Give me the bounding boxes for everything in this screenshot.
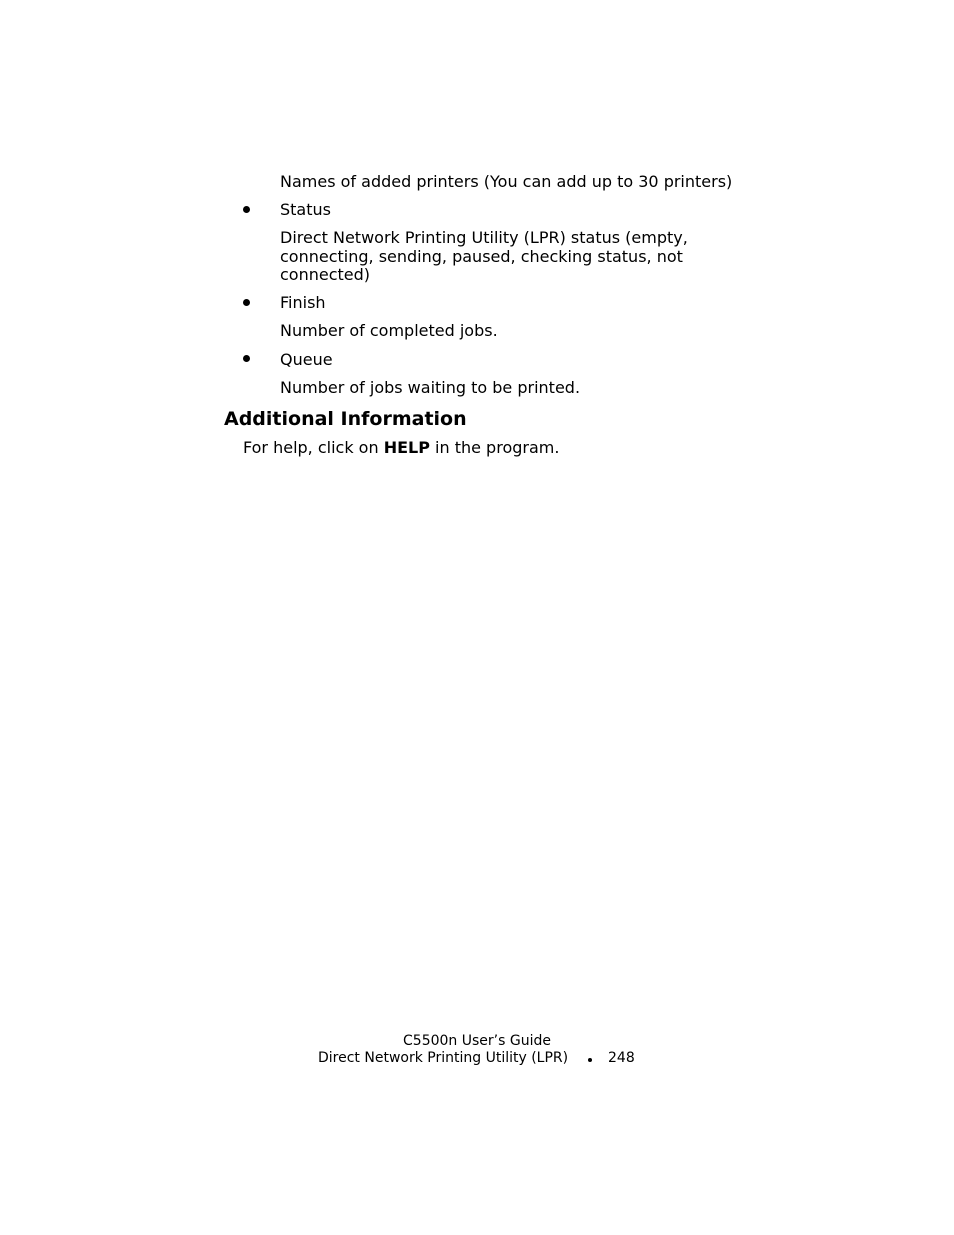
footer-chapter: Direct Network Printing Utility (LPR)	[318, 1050, 569, 1066]
queue-description: Number of jobs waiting to be printed.	[280, 378, 581, 397]
status-description-line-3: connected)	[280, 265, 371, 284]
bullet-icon	[243, 299, 250, 306]
help-paragraph	[243, 438, 559, 457]
list-item-label-finish: Finish	[280, 293, 326, 312]
list-item-label-status: Status	[280, 200, 331, 219]
status-description-line-1: Direct Network Printing Utility (LPR) status (empty,	[280, 228, 688, 247]
bullet-icon	[243, 206, 250, 213]
bullet-icon	[243, 355, 250, 362]
help-text-before: For help, click on	[243, 438, 384, 457]
footer-separator-icon	[588, 1058, 592, 1062]
list-item-label-queue: Queue	[280, 350, 333, 369]
status-description-line-2: connecting, sending, paused, checking status, not	[280, 247, 683, 266]
footer-page-number: 248	[608, 1050, 635, 1066]
printers-description: Names of added printers (You can add up to 30 printers)	[280, 172, 733, 191]
finish-description: Number of completed jobs.	[280, 321, 498, 340]
footer-guide-title: C5500n User’s Guide	[403, 1033, 551, 1049]
section-heading: Additional Information	[224, 408, 467, 430]
help-keyword: HELP	[383, 438, 430, 457]
help-text-after: in the program.	[429, 438, 560, 457]
